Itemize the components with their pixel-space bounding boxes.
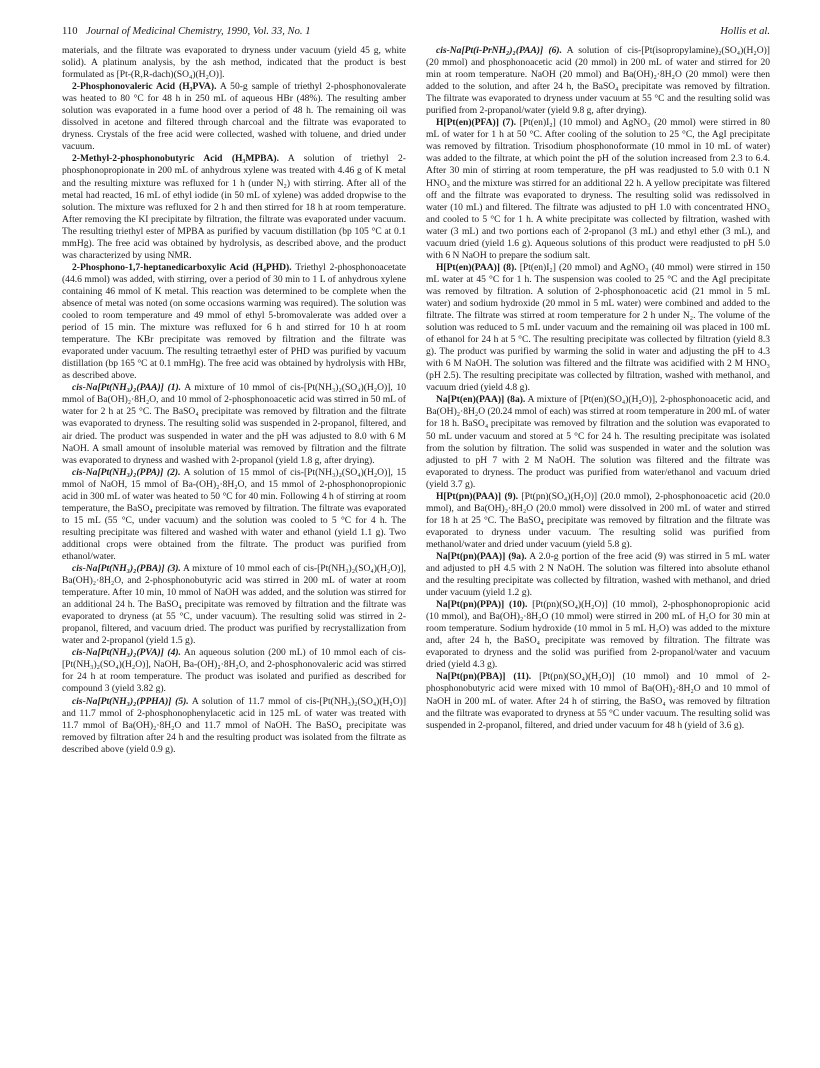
paragraph [62, 81, 406, 153]
paragraph [62, 696, 406, 756]
paragraph-text: materials, and the filtrate was evaporated to dryness under vacuum (yield 45 g, white solid). A platinum analysis, by the ash method, indicated that the product is best formulated as [Pt-(R,R-dach)(SO₄)(H₂O)]. [62, 45, 406, 81]
journal-citation: Journal of Medicinal Chemistry, 1990, Vol. 33, No. 1 [86, 26, 311, 37]
paragraph [426, 117, 770, 262]
paragraph [62, 262, 406, 382]
paragraph [426, 262, 770, 395]
paragraph-text: A solution of 15 mmol of cis-[Pt(NH₃)₂(SO₄)(H₂O)], 15 mmol of NaOH, 15 mmol of Ba-(OH)₂·8H₂O, and 15 mmol of 2-phosphonopropionic acid in 300 mL of water was heated to 50 °C for 40 min. Following 4 h of stirring at room temperature, the BaSO₄ precipitate was removed by filtration. The filtrate was evaporated to 15 mL (55 °C, under vacuum) and the solution was cooled to 5 °C for 4 h. The resulting precipitate was filtered and washed with water and ethanol (yield 1.1 g). Two additional crops were obtained from the filtrate. The product was purified from ethanol/water. [62, 466, 406, 562]
paragraph-heading: H[Pt(en)(PAA)] (8). [436, 261, 517, 273]
running-authors: Hollis et al. [720, 26, 770, 37]
paragraph [426, 491, 770, 551]
paragraph-heading: cis-Na[Pt(NH₃)₂(PPA)] (2). [72, 466, 181, 478]
paragraph-text: A solution of cis-[Pt(isopropylamine)₂(SO₄)(H₂O)] (20 mmol) and phosphonoacetic acid (20 mmol) in 200 mL of water and stirred for 20 min at room temperature. NaOH (20 mmol) and Ba(OH)₂·8H₂O (20 mmol) were then added to the solution, and after 24 h, the BaSO₄ precipitate was removed by filtration. The filtrate was evaporated to dryness under vacuum at 55 °C and the resulting solid was purified from 2-propanol/water (yield 9.8 g, after drying). [426, 45, 770, 117]
running-header [62, 26, 770, 42]
paragraph-text: A 50-g sample of triethyl 2-phosphonovalerate was heated to 80 °C for 48 h in 250 mL of aqueous HBr (48%). The resulting amber solution was evaporated in a fume hood over a period of 48 h. The remaining oil was dissolved in acetone and filtered through charcoal and the filtrate was evaporated to dryness. Crystals of the free acid were collected, washed with toluene, and dried under vacuum. [62, 81, 406, 153]
paragraph [426, 551, 770, 599]
left-column [62, 45, 406, 756]
paragraph-heading: 2-Phosphono-1,7-heptanedicarboxylic Acid (H₄PHD). [72, 261, 292, 273]
paragraph [62, 45, 406, 81]
paragraph-heading: 2-Methyl-2-phosphonobutyric Acid (H₃MPBA). [72, 153, 279, 165]
paragraph [62, 647, 406, 695]
paragraph-text: A solution of 11.7 mmol of cis-[Pt(NH₃)₂(SO₄)(H₂O)] and 11.7 mmol of 2-phosphonophenylacetic acid in 125 mL of water was treated with 11.7 mmol of Ba(OH)₂·8H₂O and 11.7 mmol of NaOH. The BaSO₄ precipitate was removed by filtration after 24 h and the resulting product was isolated from the filtrate as described above (yield 0.9 g). [62, 695, 406, 755]
paragraph [426, 394, 770, 490]
paragraph-text: A solution of triethyl 2-phosphonopropionate in 200 mL of anhydrous xylene was treated with 4.46 g of K metal and the resulting mixture was refluxed for 1 h (under N₂) with stirring. After all of the metal had reacted, 16 mL of ethyl iodide (in 50 mL of xylene) was added dropwise to the solution. The mixture was refluxed for 2 h and then stirred for 18 h at room temperature. After removing the KI precipitate by filtration, the filtrate was evaporated under vacuum. The resulting triethyl ester of MPBA as purified by vacuum distillation (bp 105 °C at 0.1 mmHg). The free acid was obtained by hydrolysis, as described above, and the product was characterized by using NMR. [62, 153, 406, 261]
paragraph [426, 671, 770, 731]
paragraph-heading: H[Pt(en)(PFA)] (7). [436, 117, 517, 129]
paragraph [62, 382, 406, 466]
paragraph-text: [Pt(en)I₂] (10 mmol) and AgNO₃ (20 mmol) were stirred in 80 mL of water for 1 h at 50 °C. After cooling of the solution to 25 °C, the AgI precipitate was removed by filtration. Trisodium phosphonoformate (10 mmol in 10 mL of water) was added to the filtrate, at which point the pH of the solution increased from 2.3 to 6.4. After 30 min of stirring at room temperature, the pH was readjusted to 5.0 with 0.1 N HNO₃ and the mixture was stirred for an additional 22 h. A yellow precipitate was filtered off and the filtrate was evaporated to dryness. The resulting solid was redissolved in water (10 mL) and filtered. The filtrate was adjusted to pH 1.0 with concentrated HNO₃ and cooled to 5 °C for 1 h. A white precipitate was collected by filtration, washed with water (3 mL) and two portions each of 2-propanol (3 mL) and ethyl ether (3 mL), and vacuum dried (yield 1.6 g). Aqueous solutions of this product were readjusted to pH 5.0 with 6 N NaOH to prepare the sodium salt. [426, 117, 770, 261]
paragraph-heading: Na[Pt(pn)(PAA)] (9a). [436, 550, 527, 562]
paragraph-text: A mixture of 10 mmol each of cis-[Pt(NH₃)₂(SO₄)(H₂O)], Ba(OH)₂·8H₂O, and 2-phosphonobutyric acid was stirred in 200 mL of water at room temperature. After 10 min, 10 mmol of NaOH was added, and the solution was stirred for an additional 24 h. The BaSO₄ precipitate was removed by filtration and the filtrate was evaporated to dryness (at 55 °C, under vacuum). The resulting solid was stirred in 2-propanol, filtered, and vacuum dried. The product was purified by recrystallization from water and 2-propanol (yield 1.5 g). [62, 563, 406, 647]
paragraph [426, 599, 770, 671]
paragraph-heading: cis-Na[Pt(NH₃)₂(PPHA)] (5). [72, 695, 189, 707]
paragraph-heading: Na[Pt(pn)(PBA)] (11). [436, 671, 532, 683]
paragraph [62, 563, 406, 647]
paragraph-heading: H[Pt(pn)(PAA)] (9). [436, 490, 519, 502]
paragraph-text: An aqueous solution (200 mL) of 10 mmol each of cis-[Pt(NH₃)₂(SO₄)(H₂O)], NaOH, Ba-(OH)₂·8H₂O, and 2-phosphonovaleric acid was stirred for 24 h at room temperature. The product was isolated and purified as described for compound 3 (yield 3.82 g). [62, 647, 406, 695]
paragraph [62, 467, 406, 563]
paragraph-text: A mixture of [Pt(en)(SO₄)(H₂O)], 2-phosphonoacetic acid, and Ba(OH)₂·8H₂O (20.24 mmol of each) was stirred at room temperature in 200 mL of water for 18 h. BaSO₄ precipitate was removed by filtration and the solution was evaporated to 50 mL under vacuum and stored at 5 °C for 24 h. The resulting precipitate was isolated from the solution by filtration. The solid was suspended in water and the solution was adjusted to pH 7 with 2 M NaOH. The solution was filtered and the filtrate was evaporated to dryness. The product was purified from water/ethanol and vacuum dried (yield 3.7 g). [426, 394, 770, 490]
paragraph-text: [Pt(en)I₂] (20 mmol) and AgNO₃ (40 mmol) were stirred in 150 mL water at 45 °C for 1 h. The suspension was cooled to 25 °C and the AgI precipitate was removed by filtration. A solution of 2-phosphonoacetic acid (21 mmol in 5 mL water) and sodium hydroxide (20 mmol in 5 mL water) were combined and added to the filtrate. The filtrate was stirred at room temperature for 2 h under N₂. The volume of the solution was reduced to 5 mL under vacuum and the remaining oil was placed in 100 mL of ethanol for 24 h at 5 °C. The resulting precipitate was collected by filtration (yield 8.3 g). The product was purified by warming the solid in water and adjusting the pH to 4.3 with 6 M NaOH. The solution was filtered and the filtrate was acidified with 2 M HNO₃ (pH 2.5). The resulting precipitate was collected by filtration, washed with methanol, and vacuum dried (yield 4.8 g). [426, 261, 770, 394]
paragraph-heading: Na[Pt(en)(PAA)] (8a). [436, 394, 526, 406]
paragraph-text: [Pt(pn)(SO₄)(H₂O)] (10 mmol), 2-phosphonopropionic acid (10 mmol), and Ba(OH)₂·8H₂O (10 mmol) were stirred in 200 mL of H₂O for 30 min at room temperature. Sodium hydroxide (10 mmol in 5 mL H₂O) was added to the mixture and, after 24 h, the BaSO₄ precipitate was removed by filtration. The filtrate was evaporated to dryness and the solid was purified from 2-propanol/water and vacuum dried (yield 4.3 g). [426, 599, 770, 671]
paragraph-heading: cis-Na[Pt(NH₃)₂(PAA)] (1). [72, 382, 182, 394]
paragraph-heading: cis-Na[Pt(i-PrNH₂)₂(PAA)] (6). [436, 45, 562, 56]
paragraph-heading: cis-Na[Pt(NH₃)₂(PVA)] (4). [72, 647, 181, 659]
paragraph-text: [Pt(pn)(SO₄)(H₂O)] (10 mmol) and 10 mmol of 2-phosphonobutyric acid were mixed with 10 mmol of Ba(OH)₂·8H₂O and 10 mmol of NaOH in 200 mL of water. After 24 h of stirring, the BaSO₄ was removed by filtration and the filtrate was evaporated to dryness at 55 °C under vacuum. The resulting solid was suspended in 2-propanol, filtered, and dried under vacuum for 48 h (yield of 3.6 g). [426, 671, 771, 731]
paragraph-heading: Na[Pt(pn)(PPA)] (10). [436, 599, 528, 611]
paragraph-text: Triethyl 2-phosphonoacetate (44.6 mmol) was added, with stirring, over a period of 30 min to 1 L of anhydrous xylene containing 46 mmol of K metal. This reaction was determined to be complete when the absence of metal was noted (on some occasions warming was required). The solution was cooled to room temperature and 49 mmol of ethyl 5-bromovalerate was added over a period of 15 min. The mixture was refluxed for 6 h and stirred for 10 h at room temperature. The KBr precipitate was removed by filtration and the filtrate was evaporated under vacuum. The resulting tetraethyl ester of PHD was purified by vacuum distillation (bp 165 °C at 0.1 mmHg). The free acid was obtained by hydrolysis with HBr, as described above. [62, 261, 406, 382]
paragraph [62, 153, 406, 261]
paragraph [426, 45, 770, 117]
right-column [426, 45, 770, 732]
paragraph-heading: 2-Phosphonovaleric Acid (H₃PVA). [72, 81, 217, 93]
page-number: 110 [62, 26, 78, 37]
paragraph-heading: cis-Na[Pt(NH₃)₂(PBA)] (3). [72, 563, 181, 575]
paragraph-text: A mixture of 10 mmol of cis-[Pt(NH₃)₂(SO₄)(H₂O)], 10 mmol of Ba(OH)₂·8H₂O, and 10 mmol of 2-phosphonoacetic acid was stirred in 50 mL of water for 2 h at 25 °C. The BaSO₄ precipitate was removed by filtration and the filtrate was evaporated to dryness. The resulting solid was suspended in 2-propanol, filtered, and air dried. The product was suspended in water and the pH was adjusted to 8.0 with 6 M NaOH. A small amount of insoluble material was removed by filtration and the filtrate was evaporated to dryness and washed with 2-propanol (yield 1.8 g, after drying). [62, 382, 406, 466]
paragraph-text: [Pt(pn)(SO₄)(H₂O)] (20.0 mmol), 2-phosphonoacetic acid (20.0 mmol), and Ba(OH)₂·8H₂O (20.0 mmol) were dissolved in 200 mL of water and stirred for 18 h at 25 °C. The BaSO₄ precipitate was removed by filtration and the filtrate was evaporated to dryness under vacuum. The resulting solid was purified from methanol/water and dried under vacuum (yield 5.8 g). [426, 490, 771, 550]
paragraph-text: A 2.0-g portion of the free acid (9) was stirred in 5 mL water and adjusted to pH 4.5 with 2 N NaOH. The solution was filtered into absolute ethanol and the resulting precipitate was collected by filtration, washed with methanol, and dried under vacuum (yield 1.2 g). [426, 550, 770, 599]
